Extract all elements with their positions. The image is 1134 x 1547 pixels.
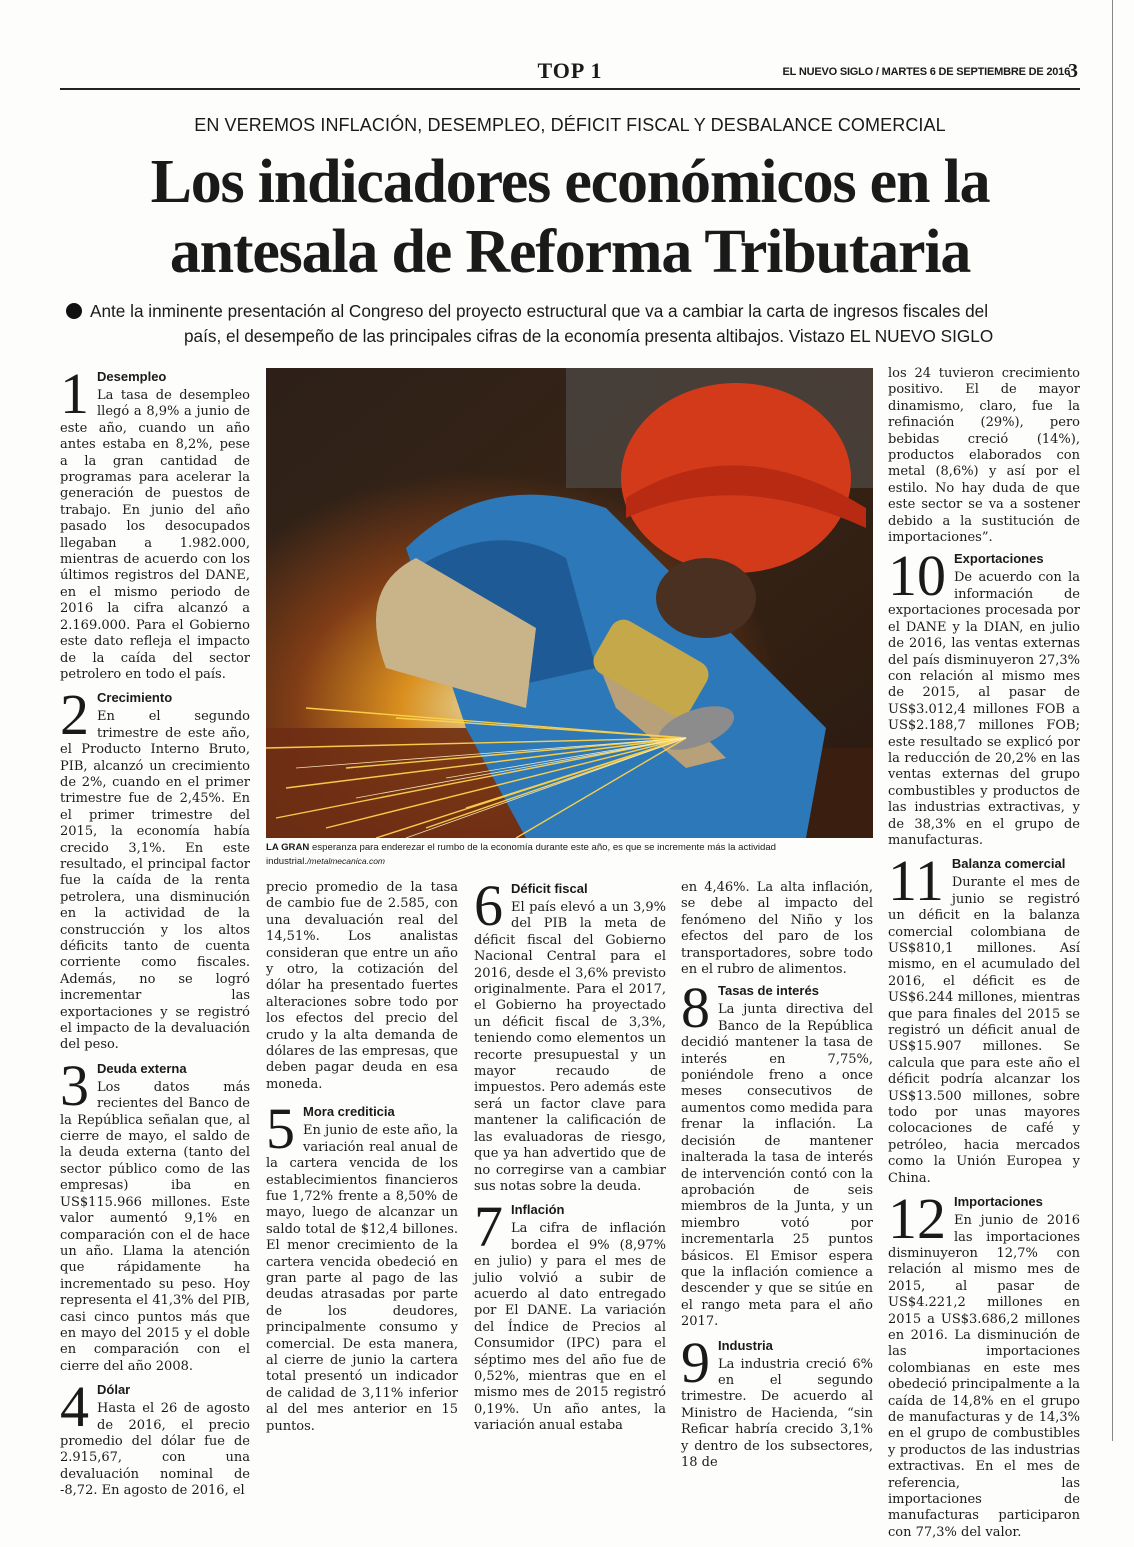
edition-line: EL NUEVO SIGLO / MARTES 6 DE SEPTIEMBRE DE 2016: [782, 66, 1070, 78]
item-number: 11: [888, 848, 944, 914]
item-11: [888, 848, 1080, 1187]
item-6: [474, 873, 666, 1195]
item-text: Hasta el 26 de agosto de 2016, el precio promedio del dólar fue de 2.915,67, con una devaluación nominal de -8,72. En agosto de 2016, el: [60, 1401, 250, 1499]
item-number: 5: [266, 1096, 295, 1162]
item-text: En junio de este año, la variación real anual de la cartera vencida de los establecimientos financieros fue 1,72% frente a 8,50% de mayo, luego de alcanzar un saldo total de $12,4 billones. El menor crecimiento de la cartera vencida obedeció en gran parte al pago de las deudas atrasadas por parte de los deudores, principalmente consumo y comercial. De esta manera, al cierre de junio la cartera total presentó un indicador de calidad de 3,11% inferior al del mes anterior en 15 puntos.: [266, 1123, 458, 1434]
item-9-continued: los 24 tuvieron crecimiento positivo. El de mayor dinamismo, claro, fue la refinación (29%), pero bebidas creció (14%), productos elaborados con metal (8,6%) y así por el estilo. No hay duda de que este sector se va a sostener debido a la sustitución de importaciones”.: [888, 366, 1080, 546]
bullet-icon: [66, 303, 82, 319]
item-number: 10: [888, 543, 946, 609]
item-2: [60, 682, 250, 1054]
photo-illustration: [266, 368, 873, 838]
section-label: TOP 1: [537, 58, 603, 83]
item-text: La industria creció 6% en el segundo trimestre. De acuerdo al Ministro de Hacienda, “sin Reficar habría crecido 3,1% y dentro de los subsectores, 18 de: [681, 1356, 873, 1470]
item-number: 8: [681, 975, 710, 1041]
photo-credit: /metalmecanica.com: [307, 855, 386, 866]
item-5: [266, 1096, 458, 1435]
deck: [66, 299, 1076, 349]
item-title: Dólar: [97, 1382, 131, 1398]
headline-line-1: Los indicadores económicos en la: [150, 148, 990, 216]
item-number: 3: [60, 1052, 89, 1118]
page-edge-rule: [1112, 0, 1113, 1441]
item-12: [888, 1186, 1080, 1541]
item-10: [888, 543, 1080, 849]
header-rule: [60, 88, 1080, 90]
item-title: Exportaciones: [954, 551, 1044, 567]
item-number: 6: [474, 873, 503, 938]
item-1: [60, 361, 250, 683]
item-8: [681, 975, 873, 1330]
item-number: 2: [60, 682, 89, 748]
item-text: De acuerdo con la información de exportaciones procesada por el DANE y la DIAN, en julio de 2016, las ventas externas del país disminuyeron 27,3% con relación al mismo mes de 2015, al pasar de US$3.012,4 millones FOB a US$2.188,7 millones FOB; este resultado se explicó por la reducción de 20,2% en las ventas externas del grupo combustibles y productos de las industrias extractivas, y de 38,3% en el grupo de manufacturas.: [888, 570, 1080, 848]
column-left: [60, 361, 250, 1506]
item-title: Crecimiento: [97, 690, 173, 706]
item-text: El país elevó a un 3,9% del PIB la meta de déficit fiscal del Gobierno Nacional Central para el 2016, desde el 3,6% previsto originalmente. Para el 2017, el Gobierno ha proyectado un déficit fiscal de 3,3%, teniendo como elementos un recorte presupuestal y un mayor recaudo de impuestos. Pero además este será un factor clave para mantener la calificación de las evaluadoras de riesgo, que ya han advertido que de no corregirse van a cambiar sus notas sobre la deuda.: [474, 900, 666, 1194]
kicker: EN VEREMOS INFLACIÓN, DESEMPLEO, DÉFICIT FISCAL Y DESBALANCE COMERCIAL: [194, 115, 946, 135]
column-right: [888, 366, 1080, 1547]
deck-line-2: país, el desempeño de las principales cifras de la economía presenta altibajos. Vistazo EL NUEVO SIGLO: [184, 326, 994, 346]
item-text: En el segundo trimestre de este año, el Producto Interno Bruto, PIB, alcanzó un crecimiento de 2%, cuando en el primer trimestre fue de 2,45%. En el primer trimestre del 2015, la economía había crecido 3,1%. En este resultado, el principal factor fue la caída de la renta petrolera, una disminución en la actividad de la construcción y los altos déficits tanto de cuenta corriente como fiscales. Además, no se logró incrementar las exportaciones y se registró el impacto de la devaluación del peso.: [60, 709, 250, 1053]
item-title: Industria: [718, 1337, 773, 1353]
item-title: Desempleo: [97, 369, 167, 384]
item-text: La junta directiva del Banco de la República decidió mantener la tasa de interés en 7,75%, poniéndole freno a once meses consecutivos de aumentos como medida para frenar la inflación. La decisión de mantener inalterada la tasa de interés de intervención contó con la aprobación de seis miembros de la Junta, y un miembro votó por incrementarla 25 puntos básicos. El Emisor espera que la inflación comience a descender y que se sitúe en el rango meta para el año 2017.: [681, 1002, 873, 1330]
item-text: Durante el mes de junio se registró un déficit en la balanza comercial colombiana de US$810,1 millones. Así mismo, en el acumulado del 2016, el déficit es de US$6.244 millones, mientras que para finales del 2015 se registró un déficit anual de US$15.907 millones. Se calcula que para este año el déficit podría alcanzar los US$13.500 millones, sobre todo por unas mayores colocaciones de café y petróleo, hacia mercados como la Unión Europea y China.: [888, 875, 1080, 1186]
item-3: [60, 1052, 250, 1375]
item-4: [60, 1374, 250, 1499]
column-mid-2: [474, 873, 666, 1441]
item-title: Tasas de interés: [718, 983, 819, 999]
deck-line-1: Ante la inminente presentación al Congreso del proyecto estructural que va a cambiar la carta de ingresos fiscales del: [90, 301, 989, 321]
item-7-continued: en 4,46%. La alta inflación, se debe al impacto del fenómeno del Niño y los efectos del paro de los transportadores, sobre todo en el rubro de alimentos.: [681, 880, 873, 978]
item-text: En junio de 2016 las importaciones disminuyeron 12,7% con relación al mismo mes de 2015, al pasar de US$4.221,2 millones en 2015 a US$3.686,2 millones en 2016. La disminución de las importaciones colombianas en este mes obedeció principalmente a la caída de 14,8% en el grupo de manufacturas y de 14,3% en el grupo de combustibles y productos de las industrias extractivas. En el mes de referencia, las importaciones de manufacturas participaron con 77,3% del valor.: [888, 1213, 1080, 1540]
caption-lead: LA GRAN: [266, 842, 310, 853]
photo-worker-grinding: [266, 368, 873, 838]
headline: [60, 147, 1080, 287]
column-mid-3: [681, 880, 873, 1477]
item-number: 9: [681, 1329, 710, 1395]
page-number: 3: [1068, 60, 1078, 82]
item-number: 7: [474, 1194, 503, 1260]
item-text: La cifra de inflación bordea el 9% (8,97% en julio) y para el mes de julio volvió a subir de acuerdo al dato entregado por El DANE. La variación del Índice de Precios al Consumidor (IPC) para el séptimo mes del año fue de 0,52%, mientras que en el mismo mes de 2015 registró 0,19%. Un año antes, la variación anual estaba: [474, 1221, 666, 1434]
item-title: Mora crediticia: [303, 1104, 395, 1120]
item-number: 1: [60, 361, 89, 426]
headline-line-2: antesala de Reforma Tributaria: [169, 218, 971, 286]
item-7: [474, 1194, 666, 1434]
item-4-continued: precio promedio de la tasa de cambio fue de 2.585, con una devaluación real del 14,51%. Los analistas consideran que entre un año y otro, la cotización del dólar ha presentado fuertes alteraciones sobre todo por los efectos del precio del crudo y la alta demanda de dólares de las empresas, que deben pagar deuda en esa moneda.: [266, 880, 458, 1092]
column-mid-1: [266, 880, 458, 1441]
item-text: Los datos más recientes del Banco de la República señalan que, al cierre de mayo, el saldo de la deuda externa (tanto del sector público como de las empresas) iba en US$115.966 millones. Este valor aumentó 9,1% en comparación con el de hace un año. Llama la atención que rápidamente ha incrementado su peso. Hoy representa el 41,3% del PIB, casi cinco puntos más que en mayo del 2015 y el doble en comparación con el cierre del año 2008.: [60, 1079, 250, 1374]
item-title: Inflación: [511, 1202, 565, 1218]
item-title: Déficit fiscal: [511, 881, 588, 896]
caption-text: esperanza para enderezar el rumbo de la economía durante este año, es que se incremente más la actividad industrial.: [266, 842, 777, 867]
item-number: 4: [60, 1374, 89, 1440]
item-number: 12: [888, 1186, 946, 1252]
item-title: Importaciones: [954, 1194, 1043, 1210]
item-9: [681, 1329, 873, 1472]
item-title: Balanza comercial: [951, 856, 1066, 872]
item-text: La tasa de desempleo llegó a 8,9% a junio de este año, cuando un año antes estaba en 8,2%, pese a la gran cantidad de programas para acelerar la generación de puestos de trabajo. En junio del año pasado los desocupados llegaban a 1.982.000, mientras de acuerdo con los últimos registros del DANE, en el mismo periodo de 2016 la cifra alcanzó a 2.169.000. Para el Gobierno este dato refleja el impacto de la caída del sector petrolero en todo el país.: [60, 388, 250, 682]
photo-caption: [266, 842, 873, 868]
item-title: Deuda externa: [97, 1060, 187, 1076]
